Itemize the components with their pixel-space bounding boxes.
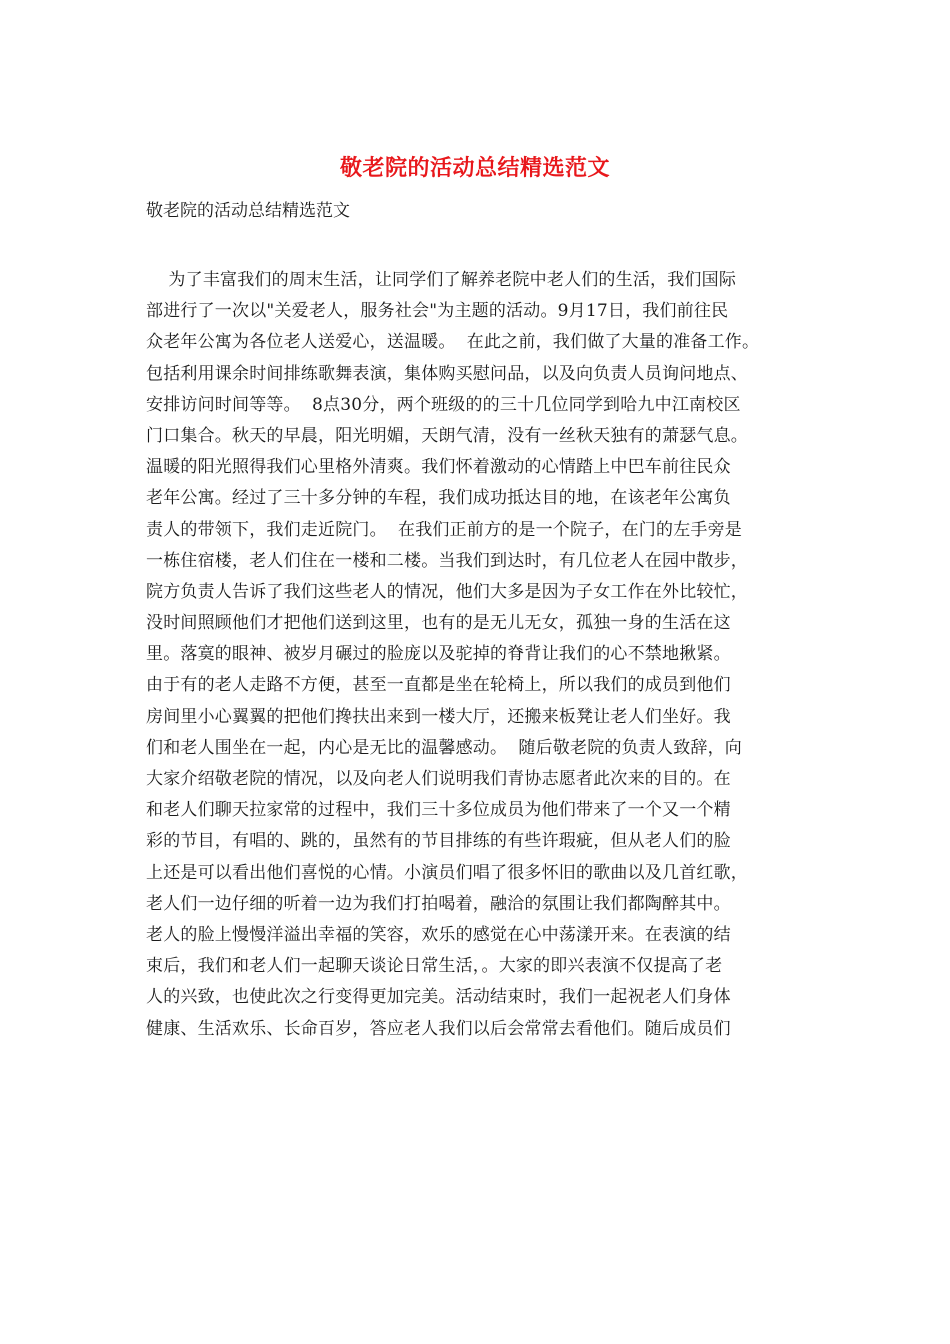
paragraph-line xyxy=(146,951,826,982)
paragraph-line xyxy=(146,1014,826,1045)
paragraph-line-text: 房间里小心翼翼的把他们搀扶出来到一楼大厅，还搬来板凳让老人们坐好。我 xyxy=(146,706,731,727)
paragraph-line-text: 没时间照顾他们才把他们送到这里，也有的是无儿无女，孤独一身的生活在这 xyxy=(146,613,731,634)
paragraph-line-text: 温暖的阳光照得我们心里格外清爽。我们怀着激动的心情踏上中巴车前往民众 xyxy=(146,457,731,478)
paragraph-line xyxy=(146,639,826,670)
paragraph-line xyxy=(146,265,826,296)
paragraph-line xyxy=(146,359,826,390)
paragraph-line-text: 老人的脸上慢慢洋溢出幸福的笑容，欢乐的感觉在心中荡漾开来。在表演的结 xyxy=(146,924,731,945)
paragraph-line-text: 为了丰富我们的周末生活，让同学们了解养老院中老人们的生活，我们国际 xyxy=(146,270,737,290)
paragraph-line-text: 一栋住宿楼，老人们住在一楼和二楼。当我们到达时，有几位老人在园中散步， xyxy=(146,550,748,571)
paragraph-line xyxy=(146,483,826,514)
paragraph-line xyxy=(146,296,826,327)
paragraph-line xyxy=(146,982,826,1013)
document-title: 敬老院的活动总结精选范文 xyxy=(339,155,610,181)
paragraph-line xyxy=(146,327,826,358)
paragraph-line xyxy=(146,702,826,733)
paragraph-line-text: 众老年公寓为各位老人送爱心，送温暖。 在此之前，我们做了大量的准备工作。 xyxy=(146,332,760,353)
paragraph-line-text: 包括利用课余时间排练歌舞表演，集体购买慰问品，以及向负责人员询问地点、 xyxy=(146,363,748,384)
paragraph-line-text: 部进行了一次以"关爱老人，服务社会"为主题的活动。9月17日，我们前往民 xyxy=(146,301,729,322)
paragraph-line-text: 彩的节目，有唱的、跳的，虽然有的节目排练的有些许瑕疵，但从老人们的脸 xyxy=(146,831,731,852)
paragraph-line xyxy=(146,733,826,764)
paragraph-line xyxy=(146,764,826,795)
paragraph-line xyxy=(146,889,826,920)
document-body xyxy=(146,265,826,1045)
paragraph-line xyxy=(146,608,826,639)
paragraph-line xyxy=(146,546,826,577)
paragraph-line-text: 老人们一边仔细的听着一边为我们打拍喝着，融洽的氛围让我们都陶醉其中。 xyxy=(146,893,731,914)
paragraph-line xyxy=(146,826,826,857)
paragraph-line-text: 老年公寓。经过了三十多分钟的车程，我们成功抵达目的地，在该老年公寓负 xyxy=(146,488,731,509)
paragraph-line xyxy=(146,515,826,546)
paragraph-line xyxy=(146,421,826,452)
paragraph-line-text: 和老人们聊天拉家常的过程中，我们三十多位成员为他们带来了一个又一个精 xyxy=(146,800,731,821)
paragraph-line-text: 人的兴致，也使此次之行变得更加完美。活动结束时，我们一起祝老人们身体 xyxy=(146,987,731,1008)
paragraph-line xyxy=(146,390,826,421)
paragraph-line xyxy=(146,452,826,483)
document-subtitle: 敬老院的活动总结精选范文 xyxy=(146,201,350,221)
paragraph-line-text: 大家介绍敬老院的情况，以及向老人们说明我们青协志愿者此次来的目的。在 xyxy=(146,769,731,789)
paragraph-line-text: 上还是可以看出他们喜悦的心情。小演员们唱了很多怀旧的歌曲以及几首红歌， xyxy=(146,862,748,883)
paragraph-line-text: 安排访问时间等等。 8点30分，两个班级的的三十几位同学到哈九中江南校区 xyxy=(146,394,741,415)
paragraph-line xyxy=(146,920,826,951)
paragraph-line-text: 责人的带领下，我们走近院门。 在我们正前方的是一个院子，在门的左手旁是 xyxy=(146,519,743,540)
paragraph-line xyxy=(146,577,826,608)
paragraph-line xyxy=(146,795,826,826)
paragraph-line xyxy=(146,858,826,889)
paragraph-line-text: 们和老人围坐在一起，内心是无比的温馨感动。 随后敬老院的负责人致辞，向 xyxy=(146,737,743,758)
paragraph-line xyxy=(146,670,826,701)
paragraph-line-text: 院方负责人告诉了我们这些老人的情况，他们大多是因为子女工作在外比较忙， xyxy=(146,581,748,602)
paragraph-line-text: 里。落寞的眼神、被岁月碾过的脸庞以及驼掉的脊背让我们的心不禁地揪紧。 xyxy=(146,644,731,665)
paragraph-line-text: 由于有的老人走路不方便，甚至一直都是坐在轮椅上，所以我们的成员到他们 xyxy=(146,675,731,696)
paragraph-line-text: 健康、生活欢乐、长命百岁，答应老人我们以后会常常去看他们。随后成员们 xyxy=(146,1018,731,1039)
paragraph-line-text: 束后，我们和老人们一起聊天谈论日常生活，。大家的即兴表演不仅提高了老 xyxy=(146,956,723,977)
paragraph-line-text: 门口集合。秋天的早晨，阳光明媚，天朗气清，没有一丝秋天独有的萧瑟气息。 xyxy=(146,425,748,446)
